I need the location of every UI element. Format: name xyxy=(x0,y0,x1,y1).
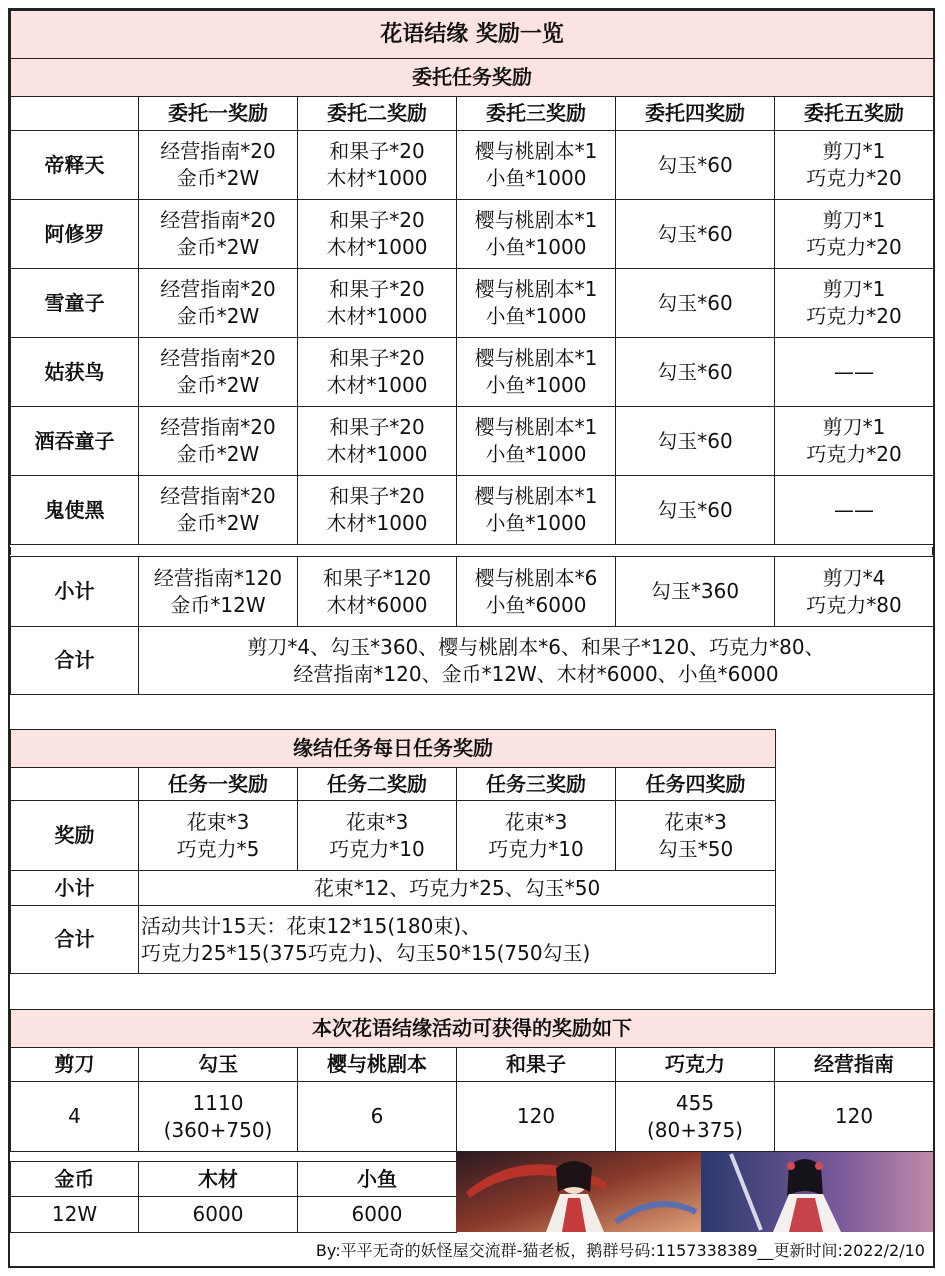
daily-reward-cell-line: 巧克力*10 xyxy=(488,836,584,861)
commission-total-label: 合计 xyxy=(11,627,139,695)
reward-cell-line: 金币*2W xyxy=(176,235,260,259)
reward-cell-line: 金币*2W xyxy=(176,442,260,466)
commission-subtotal-cell-line: 小鱼*6000 xyxy=(485,592,587,617)
commission-subtotal-label: 小计 xyxy=(11,557,139,627)
commission-subtotal-cell xyxy=(298,557,457,627)
summary-value-line: 1110 xyxy=(192,1090,244,1115)
reward-cell-line: 和果子*20 xyxy=(329,208,425,232)
reward-cell-line: 木材*1000 xyxy=(326,235,428,259)
reward-cell xyxy=(616,407,775,476)
reward-cell-line: 和果子*20 xyxy=(329,139,425,163)
summary-value-line: 4 xyxy=(68,1104,81,1128)
reward-cell-line: 勾玉*60 xyxy=(657,290,733,315)
summary-header: 小鱼 xyxy=(298,1162,457,1197)
commission-section-title: 委托任务奖励 xyxy=(11,59,934,97)
reward-cell-line: 金币*2W xyxy=(176,511,260,535)
reward-cell xyxy=(139,269,298,338)
daily-header: 任务三奖励 xyxy=(457,768,616,801)
daily-header: 任务一奖励 xyxy=(139,768,298,801)
daily-reward-cell-line: 花束*3 xyxy=(186,809,250,834)
daily-reward-label: 奖励 xyxy=(11,801,139,871)
commission-header: 委托一奖励 xyxy=(139,97,298,131)
summary-section-title: 本次花语结缘活动可获得的奖励如下 xyxy=(11,1010,934,1048)
commission-header: 委托二奖励 xyxy=(298,97,457,131)
reward-cell-line: 和果子*20 xyxy=(329,415,425,439)
commission-header: 委托四奖励 xyxy=(616,97,775,131)
reward-cell-line: 小鱼*1000 xyxy=(485,235,587,259)
commission-subtotal-cell xyxy=(139,557,298,627)
character-name: 酒吞童子 xyxy=(11,407,139,476)
daily-reward-cell-line: 巧克力*10 xyxy=(329,836,425,861)
character-art-right xyxy=(701,1152,933,1232)
reward-cell xyxy=(298,476,457,545)
reward-cell-line: 金币*2W xyxy=(176,304,260,328)
reward-cell-line: 经营指南*20 xyxy=(160,277,276,301)
reward-cell-line: 经营指南*20 xyxy=(160,139,276,163)
summary-header: 木材 xyxy=(139,1162,298,1197)
daily-total-label: 合计 xyxy=(11,906,139,974)
commission-total-line: 剪刀*4、勾玉*360、樱与桃剧本*6、和果子*120、巧克力*80、 xyxy=(247,634,825,659)
summary-header: 勾玉 xyxy=(139,1048,298,1082)
reward-cell xyxy=(298,200,457,269)
reward-cell-line: 勾玉*60 xyxy=(657,359,733,384)
reward-cell-line: 和果子*20 xyxy=(329,277,425,301)
summary-value-line: 6 xyxy=(370,1104,384,1128)
reward-cell xyxy=(298,407,457,476)
summary-value: 6000 xyxy=(298,1197,457,1233)
reward-cell-line: 樱与桃剧本*1 xyxy=(474,277,598,301)
summary-value: 12W xyxy=(11,1197,139,1233)
reward-cell-line: 和果子*20 xyxy=(329,484,425,508)
reward-cell-line: —— xyxy=(834,359,875,384)
summary-header: 剪刀 xyxy=(11,1048,139,1082)
reward-cell-line: 木材*1000 xyxy=(326,373,428,397)
summary-value: 6000 xyxy=(139,1197,298,1233)
reward-cell-line: 樱与桃剧本*1 xyxy=(474,208,598,232)
reward-cell xyxy=(616,269,775,338)
corner-cell xyxy=(11,768,139,801)
summary-table xyxy=(10,1009,934,1152)
summary-value xyxy=(457,1082,616,1152)
reward-cell-line: 樱与桃剧本*1 xyxy=(474,415,598,439)
reward-cell xyxy=(775,476,934,545)
reward-cell xyxy=(775,338,934,407)
reward-cell-line: 经营指南*20 xyxy=(160,484,276,508)
summary-value-line: 120 xyxy=(516,1104,556,1128)
reward-cell-line: 剪刀*1 xyxy=(822,277,886,301)
commission-subtotal-cell-line: 勾玉*360 xyxy=(650,579,740,603)
reward-cell-line: 勾玉*60 xyxy=(657,221,733,246)
table-row xyxy=(11,476,934,545)
daily-reward-cell-line: 巧克力*5 xyxy=(176,836,260,861)
reward-cell xyxy=(616,338,775,407)
summary-value xyxy=(139,1082,298,1152)
daily-table xyxy=(10,729,776,974)
reward-cell-line: 木材*1000 xyxy=(326,442,428,466)
reward-cell xyxy=(457,200,616,269)
table-row xyxy=(11,407,934,476)
reward-cell-line: 勾玉*60 xyxy=(657,428,733,453)
commission-subtotal-cell xyxy=(616,557,775,627)
daily-header: 任务二奖励 xyxy=(298,768,457,801)
summary-value-line: (360+750) xyxy=(163,1117,273,1142)
character-name: 姑获鸟 xyxy=(11,338,139,407)
summary-header: 金币 xyxy=(11,1162,139,1197)
footer-credit: By:平平无奇的妖怪屋交流群-猫老板，鹅群号码:1157338389__更新时间:2022/2/10 xyxy=(315,1241,925,1260)
daily-reward-cell-line: 花束*3 xyxy=(345,809,409,834)
daily-reward-cell xyxy=(616,801,776,871)
reward-cell-line: 樱与桃剧本*1 xyxy=(474,139,598,163)
character-name: 鬼使黑 xyxy=(11,476,139,545)
table-row xyxy=(11,338,934,407)
reward-cell-line: 木材*1000 xyxy=(326,511,428,535)
reward-cell-line: 勾玉*60 xyxy=(657,497,733,522)
daily-reward-cell-line: 花束*3 xyxy=(504,809,568,834)
reward-cell-line: 木材*1000 xyxy=(326,304,428,328)
character-name: 阿修罗 xyxy=(11,200,139,269)
reward-cell-line: 小鱼*1000 xyxy=(485,442,587,466)
commission-subtotal-cell-line: 木材*6000 xyxy=(326,592,428,617)
reward-cell-line: —— xyxy=(834,497,875,522)
reward-cell xyxy=(298,338,457,407)
reward-cell-line: 木材*1000 xyxy=(326,166,428,190)
commission-header: 委托三奖励 xyxy=(457,97,616,131)
reward-cell-line: 金币*2W xyxy=(176,166,260,190)
reward-cell xyxy=(457,131,616,200)
reward-cell-line: 巧克力*20 xyxy=(806,304,902,328)
reward-cell xyxy=(457,407,616,476)
reward-cell-line: 小鱼*1000 xyxy=(485,304,587,328)
reward-cell-line: 经营指南*20 xyxy=(160,415,276,439)
summary-value-line: (80+375) xyxy=(647,1117,743,1142)
reward-cell xyxy=(139,476,298,545)
reward-cell xyxy=(616,476,775,545)
reward-cell xyxy=(139,131,298,200)
daily-section-title: 缘结任务每日任务奖励 xyxy=(11,730,776,768)
reward-cell-line: 金币*2W xyxy=(176,373,260,397)
reward-cell-line: 巧克力*20 xyxy=(806,442,902,466)
reward-cell-line: 小鱼*1000 xyxy=(485,511,587,535)
reward-cell xyxy=(298,269,457,338)
summary-header: 巧克力 xyxy=(616,1048,775,1082)
reward-cell xyxy=(616,131,775,200)
table-row xyxy=(11,269,934,338)
reward-cell xyxy=(457,338,616,407)
reward-cell xyxy=(775,200,934,269)
reward-cell-line: 剪刀*1 xyxy=(822,208,886,232)
summary-value-line: 455 xyxy=(675,1090,715,1115)
reward-cell-line: 巧克力*20 xyxy=(806,166,902,190)
commission-subtotal-cell-line: 金币*12W xyxy=(170,592,266,617)
commission-subtotal-cell-line: 樱与桃剧本*6 xyxy=(474,565,598,590)
summary-value-line: 120 xyxy=(834,1104,874,1128)
character-art-left xyxy=(456,1152,701,1232)
daily-reward-cell xyxy=(139,801,298,871)
summary-value xyxy=(298,1082,457,1152)
commission-subtotal-cell-line: 剪刀*4 xyxy=(822,565,886,590)
commission-summary-table xyxy=(10,556,934,695)
page-title: 花语结缘 奖励一览 xyxy=(11,11,934,59)
table-row xyxy=(11,200,934,269)
daily-total-line: 活动共计15天：花束12*15(180束)、 xyxy=(141,913,482,938)
reward-cell xyxy=(139,200,298,269)
daily-reward-cell xyxy=(457,801,616,871)
reward-cell-line: 和果子*20 xyxy=(329,346,425,370)
daily-reward-cell-line: 花束*3 xyxy=(664,809,727,834)
reward-cell xyxy=(616,200,775,269)
reward-cell-line: 经营指南*20 xyxy=(160,208,276,232)
reward-cell-line: 剪刀*1 xyxy=(822,415,886,439)
reward-cell-line: 剪刀*1 xyxy=(822,139,886,163)
daily-reward-cell xyxy=(298,801,457,871)
reward-cell xyxy=(775,131,934,200)
reward-cell xyxy=(139,407,298,476)
commission-subtotal-cell xyxy=(775,557,934,627)
reward-cell-line: 勾玉*60 xyxy=(657,152,733,177)
commission-total-cell xyxy=(139,627,934,695)
reward-cell xyxy=(775,407,934,476)
table-row xyxy=(11,131,934,200)
reward-cell-line: 经营指南*20 xyxy=(160,346,276,370)
reward-cell xyxy=(298,131,457,200)
commission-table xyxy=(10,10,934,545)
daily-subtotal-label: 小计 xyxy=(11,871,139,906)
commission-subtotal-cell-line: 巧克力*80 xyxy=(806,592,902,617)
summary-value xyxy=(11,1082,139,1152)
character-name: 雪童子 xyxy=(11,269,139,338)
separator-strip xyxy=(10,547,933,555)
reward-cell xyxy=(457,476,616,545)
reward-cell xyxy=(775,269,934,338)
daily-subtotal: 花束*12、巧克力*25、勾玉*50 xyxy=(139,871,776,906)
summary-header: 和果子 xyxy=(457,1048,616,1082)
reward-cell-line: 巧克力*20 xyxy=(806,235,902,259)
summary-table-2 xyxy=(10,1161,457,1233)
reward-cell-line: 小鱼*1000 xyxy=(485,166,587,190)
daily-total-cell xyxy=(139,906,776,974)
commission-subtotal-cell-line: 和果子*120 xyxy=(322,565,432,590)
reward-cell xyxy=(139,338,298,407)
reward-cell-line: 樱与桃剧本*1 xyxy=(474,346,598,370)
commission-subtotal-cell xyxy=(457,557,616,627)
summary-value xyxy=(775,1082,934,1152)
commission-total-line: 经营指南*120、金币*12W、木材*6000、小鱼*6000 xyxy=(293,661,779,686)
summary-header: 经营指南 xyxy=(775,1048,934,1082)
reward-cell-line: 小鱼*1000 xyxy=(485,373,587,397)
daily-header: 任务四奖励 xyxy=(616,768,776,801)
daily-reward-cell-line: 勾玉*50 xyxy=(657,836,734,861)
summary-header: 樱与桃剧本 xyxy=(298,1048,457,1082)
character-name: 帝释天 xyxy=(11,131,139,200)
summary-value xyxy=(616,1082,775,1152)
commission-subtotal-cell-line: 经营指南*120 xyxy=(153,565,283,590)
commission-header: 委托五奖励 xyxy=(775,97,934,131)
reward-cell xyxy=(457,269,616,338)
daily-total-line: 巧克力25*15(375巧克力)、勾玉50*15(750勾玉) xyxy=(141,940,591,965)
reward-cell-line: 樱与桃剧本*1 xyxy=(474,484,598,508)
corner-cell xyxy=(11,97,139,131)
